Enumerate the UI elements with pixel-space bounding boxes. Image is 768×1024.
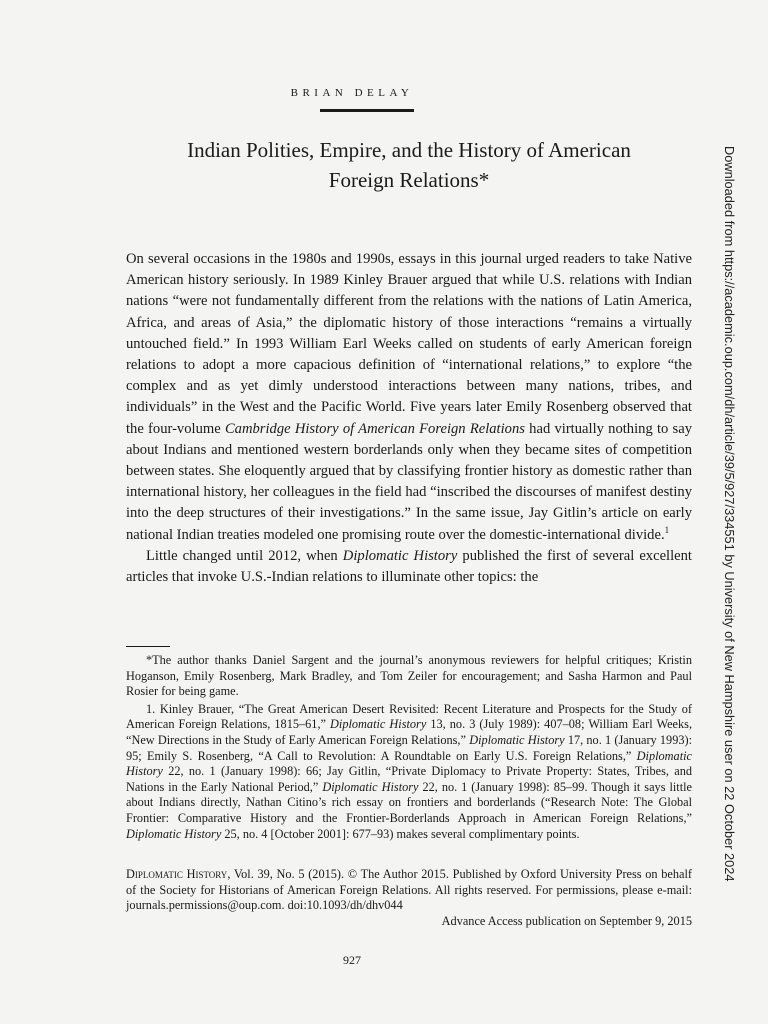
- title-line-1: Indian Polities, Empire, and the History of American: [187, 138, 631, 162]
- footnote-1: [126, 702, 692, 842]
- p1-text-a: On several occasions in the 1980s and 1990s, essays in this journal urged readers to take Native American history seriously. In 1989 Kinley Brauer argued that while U.S. relations with Indian nations “were not fundamentally different from the relations with the nations of Latin America, Africa, and areas of Asia,” the diplomatic history of those interactions “remains a virtually untouched field.” In 1993 William Earl Weeks called on students of early American foreign relations to adopt a more capacious definition of “international relations,” to explore “the complex and as yet dimly understood interactions between many nations, tribes, and individuals” in the West and the Pacific World. Five years later Emily Rosenberg observed that the four-volume: [126, 251, 692, 437]
- article-title: [126, 135, 692, 195]
- publication-info: [126, 867, 692, 929]
- download-watermark: [722, 146, 752, 886]
- fn1-i3: Diplomatic History: [126, 748, 692, 779]
- watermark-text: Downloaded from https://academic.oup.com/dh/article/39/5/927/334551 by University of New Hampshire user on 22 October 2024: [722, 146, 737, 882]
- fn1-e: 22, no. 1 (January 1998): 85–99. Though it says little about Indians directly, Nathan Citino’s rich essay on frontiers and borderlands (“Research Note: The Global Frontier: Comparative History and the Frontier-Borderlands Approach in American Foreign Relations,”: [126, 779, 692, 825]
- fn1-i4: Diplomatic History: [322, 779, 419, 794]
- footnote-rule: [126, 646, 170, 647]
- p1-italic: Cambridge History of American Foreign Relations: [224, 420, 525, 437]
- footnote-ref-1[interactable]: 1: [664, 524, 670, 535]
- page-number: 927: [343, 953, 361, 967]
- paragraph-1: [126, 249, 692, 546]
- p1-text-b: had virtually nothing to say about Indians and mentioned western borderlands only when they became sites of competition between states. She eloquently argued that by classifying frontier history as domestic rather than international history, her colleagues in the field had “inscribed the discourses of manifest destiny into the deep structures of their investigations.” In the same issue, Jay Gitlin’s article on early national Indian treaties modeled one promising route over the domestic-international divide.: [126, 420, 692, 543]
- p2-text-a: Little changed until 2012, when: [146, 547, 343, 564]
- article-body: [126, 249, 692, 588]
- journal-name: Diplomatic History: [126, 867, 228, 881]
- fn1-i2: Diplomatic History: [469, 732, 565, 747]
- advance-access: Advance Access publication on September 9, 2015: [441, 913, 692, 928]
- p2-text-b: published the first of several excellent articles that invoke U.S.-Indian relations to illuminate other topics: the: [126, 547, 692, 586]
- p2-italic: Diplomatic History: [342, 547, 458, 564]
- footnote-star: *The author thanks Daniel Sargent and the journal’s anonymous reviewers for helpful critiques; Kristin Hoganson, Emily Rosenberg, Mark Bradley, and Tom Zeiler for encouragement; and Sasha Harmon and Paul Rosier for being game.: [126, 653, 692, 699]
- fn1-d: 22, no. 1 (January 1998): 66; Jay Gitlin, “Private Diplomacy to Private Property: States, Tribes, and Nations in the Early National Period,”: [126, 764, 692, 794]
- fn1-c: 17, no. 1 (January 1993): 95; Emily S. Rosenberg, “A Call to Revolution: A Roundtable on Early U.S. Foreign Relations,”: [126, 732, 692, 763]
- author-name: BRIAN DELAY: [290, 87, 414, 99]
- header-rule: [320, 109, 414, 112]
- paragraph-2: [126, 546, 692, 588]
- fn1-i5: Diplomatic History: [126, 826, 222, 841]
- title-line-2: Foreign Relations*: [328, 168, 490, 192]
- fn1-f: 25, no. 4 [October 2001]: 677–93) makes several complimentary points.: [221, 826, 580, 841]
- fn1-b: 13, no. 3 (July 1989): 407–08; William Earl Weeks, “New Directions in the Study of Early American Foreign Relations,”: [126, 717, 693, 747]
- fn1-i1: Diplomatic History: [330, 717, 427, 732]
- publication-line: , Vol. 39, No. 5 (2015). © The Author 2015. Published by Oxford University Press on behalf of the Society for Historians of American Foreign Relations. All rights reserved. For permissions, please e-mail: journals.permissions@oup.com. doi:10.1093/dh/dhv044: [126, 867, 692, 913]
- fn1-a: 1. Kinley Brauer, “The Great American Desert Revisited: Recent Literature and Prospects for the Study of American Foreign Relations, 1815–61,”: [126, 701, 692, 732]
- footnotes: [126, 653, 692, 844]
